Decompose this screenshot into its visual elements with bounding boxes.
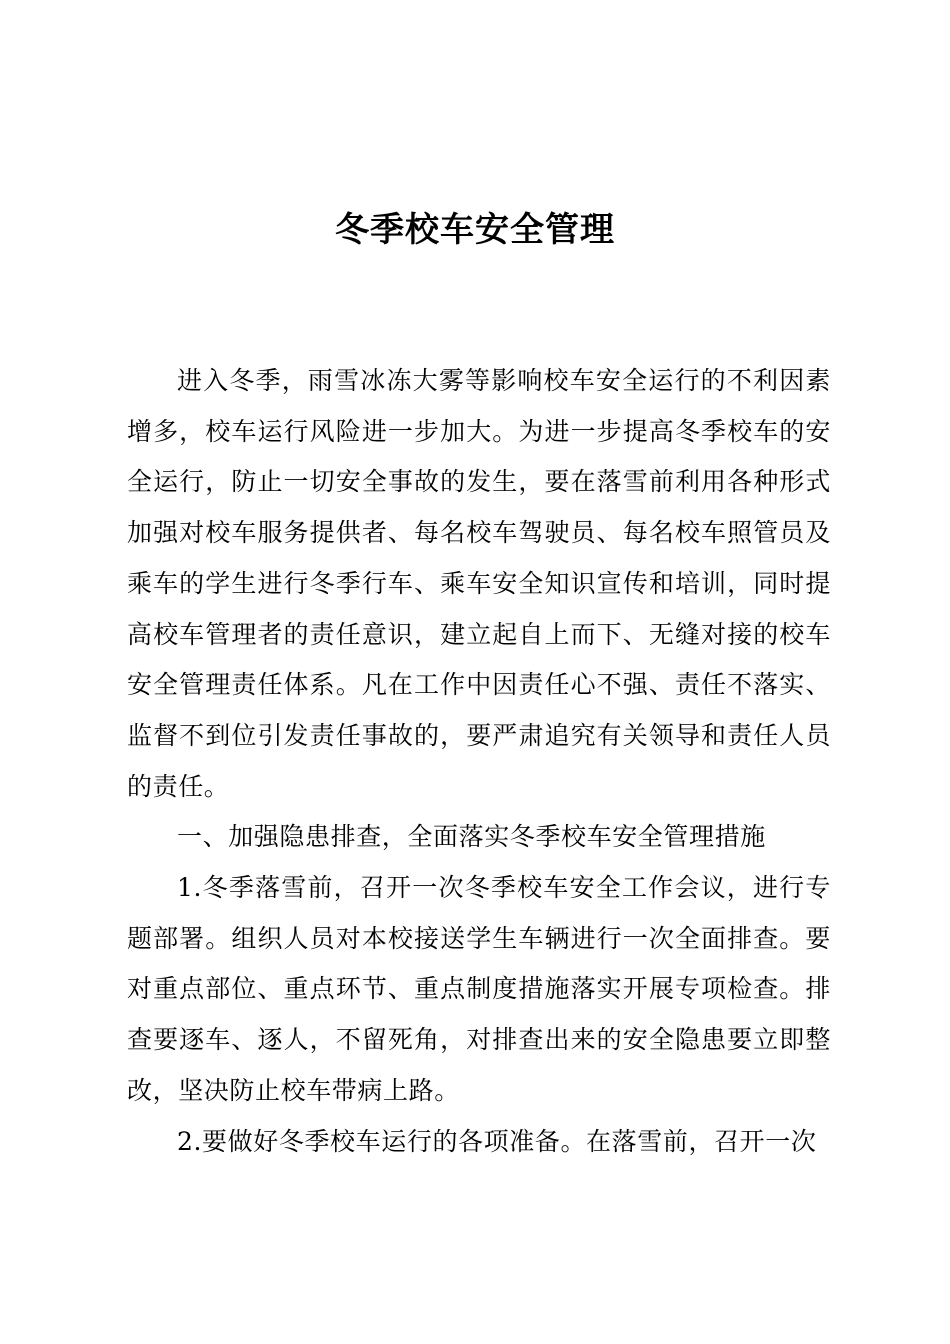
paragraph-intro: 进入冬季，雨雪冰冻大雾等影响校车安全运行的不利因素增多，校车运行风险进一步加大。为进一步提高冬季校车的安全运行，防止一切安全事故的发生，要在落雪前利用各种形式加强对校车服务提供者、每名校车驾驶员、每名校车照管员及乘车的学生进行冬季行车、乘车安全知识宣传和培训，同时提高校车管理者的责任意识，建立起自上而下、无缝对接的校车安全管理责任体系。凡在工作中因责任心不强、责任不落实、监督不到位引发责任事故的，要严肃追究有关领导和责任人员的责任。	[127, 366, 831, 801]
paragraph-item-1: 1.冬季落雪前，召开一次冬季校车安全工作会议，进行专题部署。组织人员对本校接送学生车辆进行一次全面排查。要对重点部位、重点环节、重点制度措施落实开展专项检查。排查要逐车、逐人，不留死角，对排查出来的安全隐患要立即整改，坚决防止校车带病上路。	[127, 873, 831, 1105]
document-body	[127, 356, 831, 1167]
document-title: 冬季校车安全管理	[335, 210, 615, 250]
paragraph-item-2: 2.要做好冬季校车运行的各项准备。在落雪前，召开一次	[177, 1126, 817, 1156]
section-heading-1: 一、加强隐患排查，全面落实冬季校车安全管理措施	[177, 822, 766, 852]
